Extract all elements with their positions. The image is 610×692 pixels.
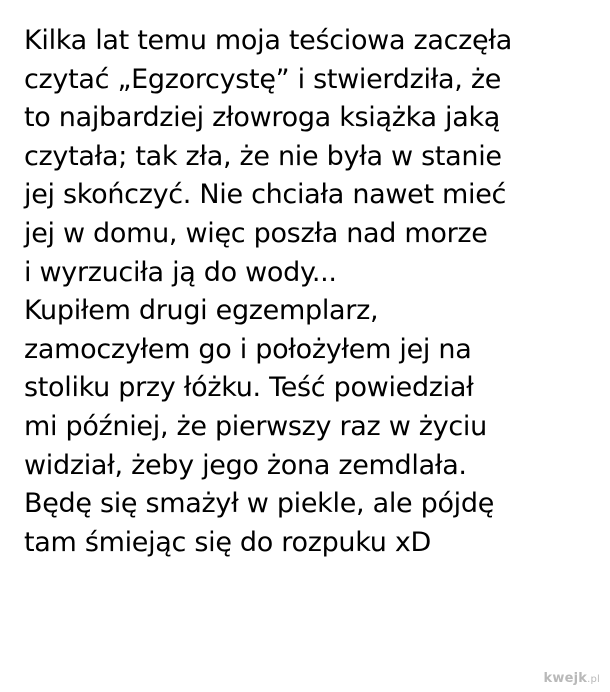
story-line: Kupiłem drugi egzemplarz, <box>24 295 379 327</box>
story-line: mi później, że pierwszy raz w życiu <box>24 410 487 442</box>
story-line: zamoczyłem go i położyłem jej na <box>24 333 472 365</box>
story-line: jej w domu, więc poszła nad morze <box>24 217 488 249</box>
story-line: to najbardziej złowroga książka jaką <box>24 102 501 134</box>
story-line: Będę się smażył w piekle, ale pójdę <box>24 488 495 520</box>
story-line: czytała; tak zła, że nie była w stanie <box>24 140 502 172</box>
story-line: jej skończyć. Nie chciała nawet mieć <box>24 179 507 211</box>
story-line: widział, żeby jego żona zemdlała. <box>24 449 467 481</box>
story-line: czytać „Egzorcystę” i stwierdziła, że <box>24 63 502 95</box>
story-text <box>24 22 604 562</box>
story-line: i wyrzuciła ją do wody... <box>24 256 337 288</box>
watermark-logo <box>544 671 600 686</box>
watermark-name: kwejk <box>543 671 588 686</box>
story-line: tam śmiejąc się do rozpuku xD <box>24 526 431 558</box>
story-line: stoliku przy łóżku. Teść powiedział <box>24 372 474 404</box>
story-line: Kilka lat temu moja teściowa zaczęła <box>24 25 512 56</box>
watermark-suffix: .pl <box>587 674 600 685</box>
